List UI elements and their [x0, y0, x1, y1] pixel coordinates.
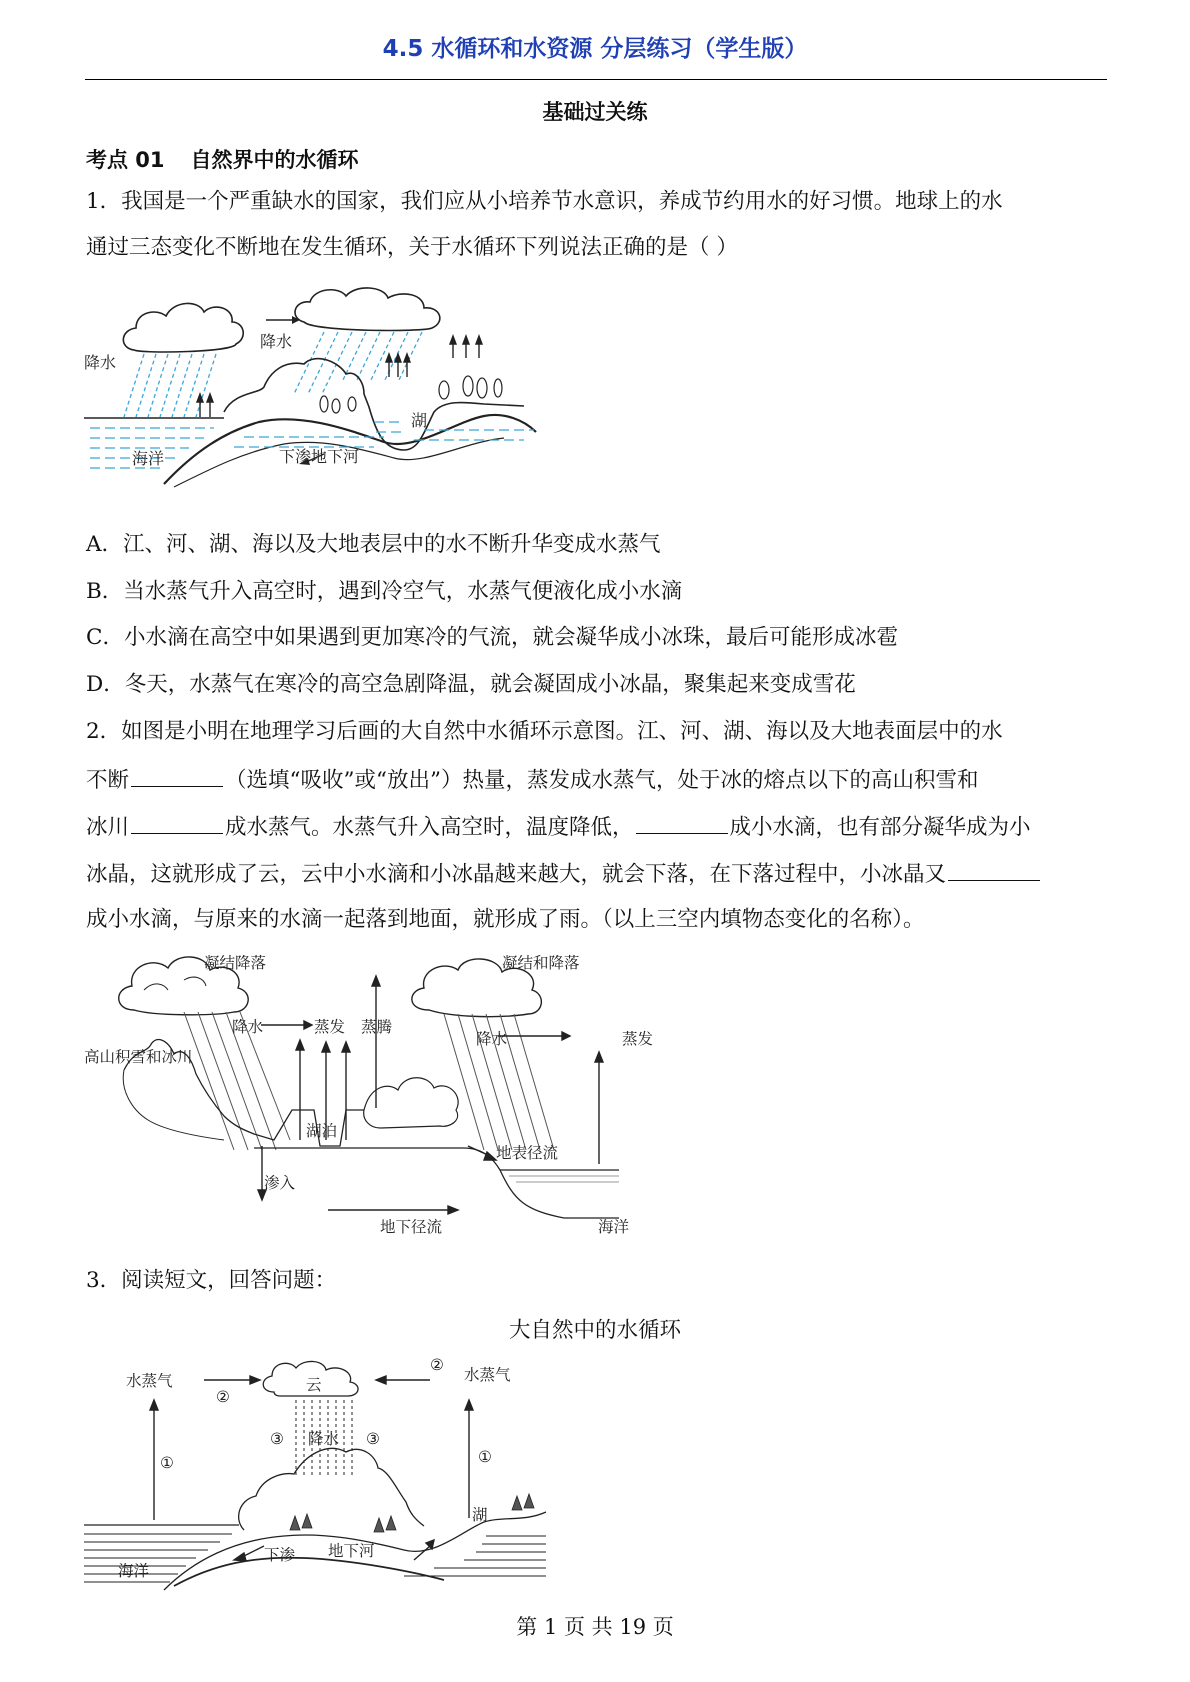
- q2-line-3-start: 冰川: [86, 815, 130, 840]
- q2-fig-label-condense-right: 凝结和降落: [502, 954, 580, 972]
- q2-line-2-start: 不断: [86, 768, 130, 793]
- q1-line-2: 通过三态变化不断地在发生循环，关于水循环下列说法正确的是（ ）: [86, 235, 738, 260]
- q2-fig-label-evap-left: 蒸发: [314, 1018, 346, 1036]
- section-title: 基础过关练: [542, 100, 648, 124]
- q3-fig-label-circle-3-right: ③: [366, 1430, 380, 1448]
- q2-fig-label-ocean: 海洋: [598, 1218, 630, 1236]
- q2-fig-label-underground: 地下径流: [380, 1218, 443, 1236]
- page-title: 4.5 水循环和水资源 分层练习（学生版）: [382, 36, 808, 62]
- q3-water-cycle-figure: [84, 1350, 594, 1592]
- q2-fig-label-boil: 蒸腾: [361, 1018, 393, 1036]
- q1-option-b: B．当水蒸气升入高空时，遇到冷空气，水蒸气便液化成小水滴: [86, 579, 683, 604]
- q2-line-3-end: 成小水滴，也有部分凝华成为小: [729, 815, 1031, 840]
- q2-fig-label-evap-right: 蒸发: [622, 1030, 654, 1048]
- topic-number: 考点 01: [86, 148, 165, 172]
- q1-fig-label-ocean: 海洋: [132, 449, 165, 468]
- q2-fig-label-lake: 湖泊: [306, 1122, 338, 1140]
- q3-fig-label-circle-2-left: ②: [216, 1388, 230, 1406]
- q3-fig-label-river: 地下河: [328, 1542, 375, 1560]
- q3-fig-label-vapor-left: 水蒸气: [126, 1372, 173, 1390]
- q1-fig-label-seep: 下渗地下河: [279, 447, 360, 466]
- topic-name: 自然界中的水循环: [190, 148, 359, 172]
- q2-line-5: 成小水滴，与原来的水滴一起落到地面，就形成了雨。（以上三空内填物态变化的名称）。: [86, 907, 925, 932]
- q3-fig-label-circle-3-left: ③: [270, 1430, 284, 1448]
- q2-line-4: [86, 858, 1108, 890]
- q2-fig-label-condense-left: 凝结降落: [204, 954, 267, 972]
- q2-fig-label-snow: 高山积雪和冰川: [84, 1048, 193, 1066]
- q1-option-c: C．小水滴在高空中如果遇到更加寒冷的气流，就会凝华成小冰珠，最后可能形成冰雹: [86, 625, 898, 650]
- q2-blank-1[interactable]: [131, 764, 223, 787]
- q2-fig-label-infiltrate: 渗入: [264, 1174, 296, 1192]
- q1-fig-label-lake: 湖: [411, 411, 428, 430]
- q2-fig-label-precip-left: 降水: [232, 1018, 264, 1036]
- q2-line-1: 2．如图是小明在地理学习后画的大自然中水循环示意图。江、河、湖、海以及大地表面层中的水: [86, 719, 1003, 744]
- q3-fig-label-seep: 下渗: [264, 1546, 296, 1564]
- q1-line-1: 1．我国是一个严重缺水的国家，我们应从小培养节水意识，养成节约用水的好习惯。地球上的水: [86, 189, 1003, 214]
- q2-blank-2[interactable]: [131, 811, 223, 834]
- q2-fig-label-precip-right: 降水: [476, 1030, 508, 1048]
- q2-line-2: [86, 764, 1108, 796]
- q3-fig-label-circle-1-left: ①: [160, 1454, 174, 1472]
- q2-line-3-mid: 成水蒸气。水蒸气升入高空时，温度降低，: [225, 815, 634, 840]
- q3-intro: 3．阅读短文，回答问题：: [86, 1268, 337, 1293]
- q2-fig-label-runoff: 地表径流: [496, 1144, 559, 1162]
- topic-heading: [86, 144, 359, 174]
- q3-fig-label-lake: 湖: [472, 1506, 488, 1524]
- q1-water-cycle-figure: [84, 282, 544, 507]
- q2-line-2-end: （选填“吸收”或“放出”）热量，蒸发成水蒸气，处于冰的熔点以下的高山积雪和: [225, 768, 979, 793]
- q3-fig-label-cloud: 云: [306, 1376, 322, 1394]
- q3-fig-label-circle-2-right: ②: [430, 1356, 444, 1374]
- page-footer: 第 1 页 共 19 页: [516, 1615, 674, 1639]
- q1-fig-label-precip-left: 降水: [84, 353, 117, 372]
- q1-option-d: D．冬天，水蒸气在寒冷的高空急剧降温，就会凝固成小冰晶，聚集起来变成雪花: [86, 672, 856, 697]
- q2-blank-4[interactable]: [948, 858, 1040, 881]
- q2-line-4-text: 冰晶，这就形成了云，云中小水滴和小冰晶越来越大，就会下落，在下落过程中，小冰晶又: [86, 862, 947, 887]
- q3-fig-label-ocean: 海洋: [118, 1562, 150, 1580]
- header-divider: [85, 79, 1107, 80]
- q3-fig-label-circle-1-right: ①: [478, 1448, 492, 1466]
- q2-water-cycle-figure: [84, 950, 674, 1240]
- q1-fig-label-precip-right: 降水: [260, 332, 293, 351]
- q2-blank-3[interactable]: [636, 811, 728, 834]
- q2-line-3: [86, 811, 1108, 843]
- q3-fig-label-vapor-right: 水蒸气: [464, 1366, 511, 1384]
- q1-option-a: A．江、河、湖、海以及大地表层中的水不断升华变成水蒸气: [86, 532, 661, 557]
- q3-passage-title: 大自然中的水循环: [508, 1318, 681, 1343]
- q3-fig-label-precip: 降水: [308, 1430, 340, 1448]
